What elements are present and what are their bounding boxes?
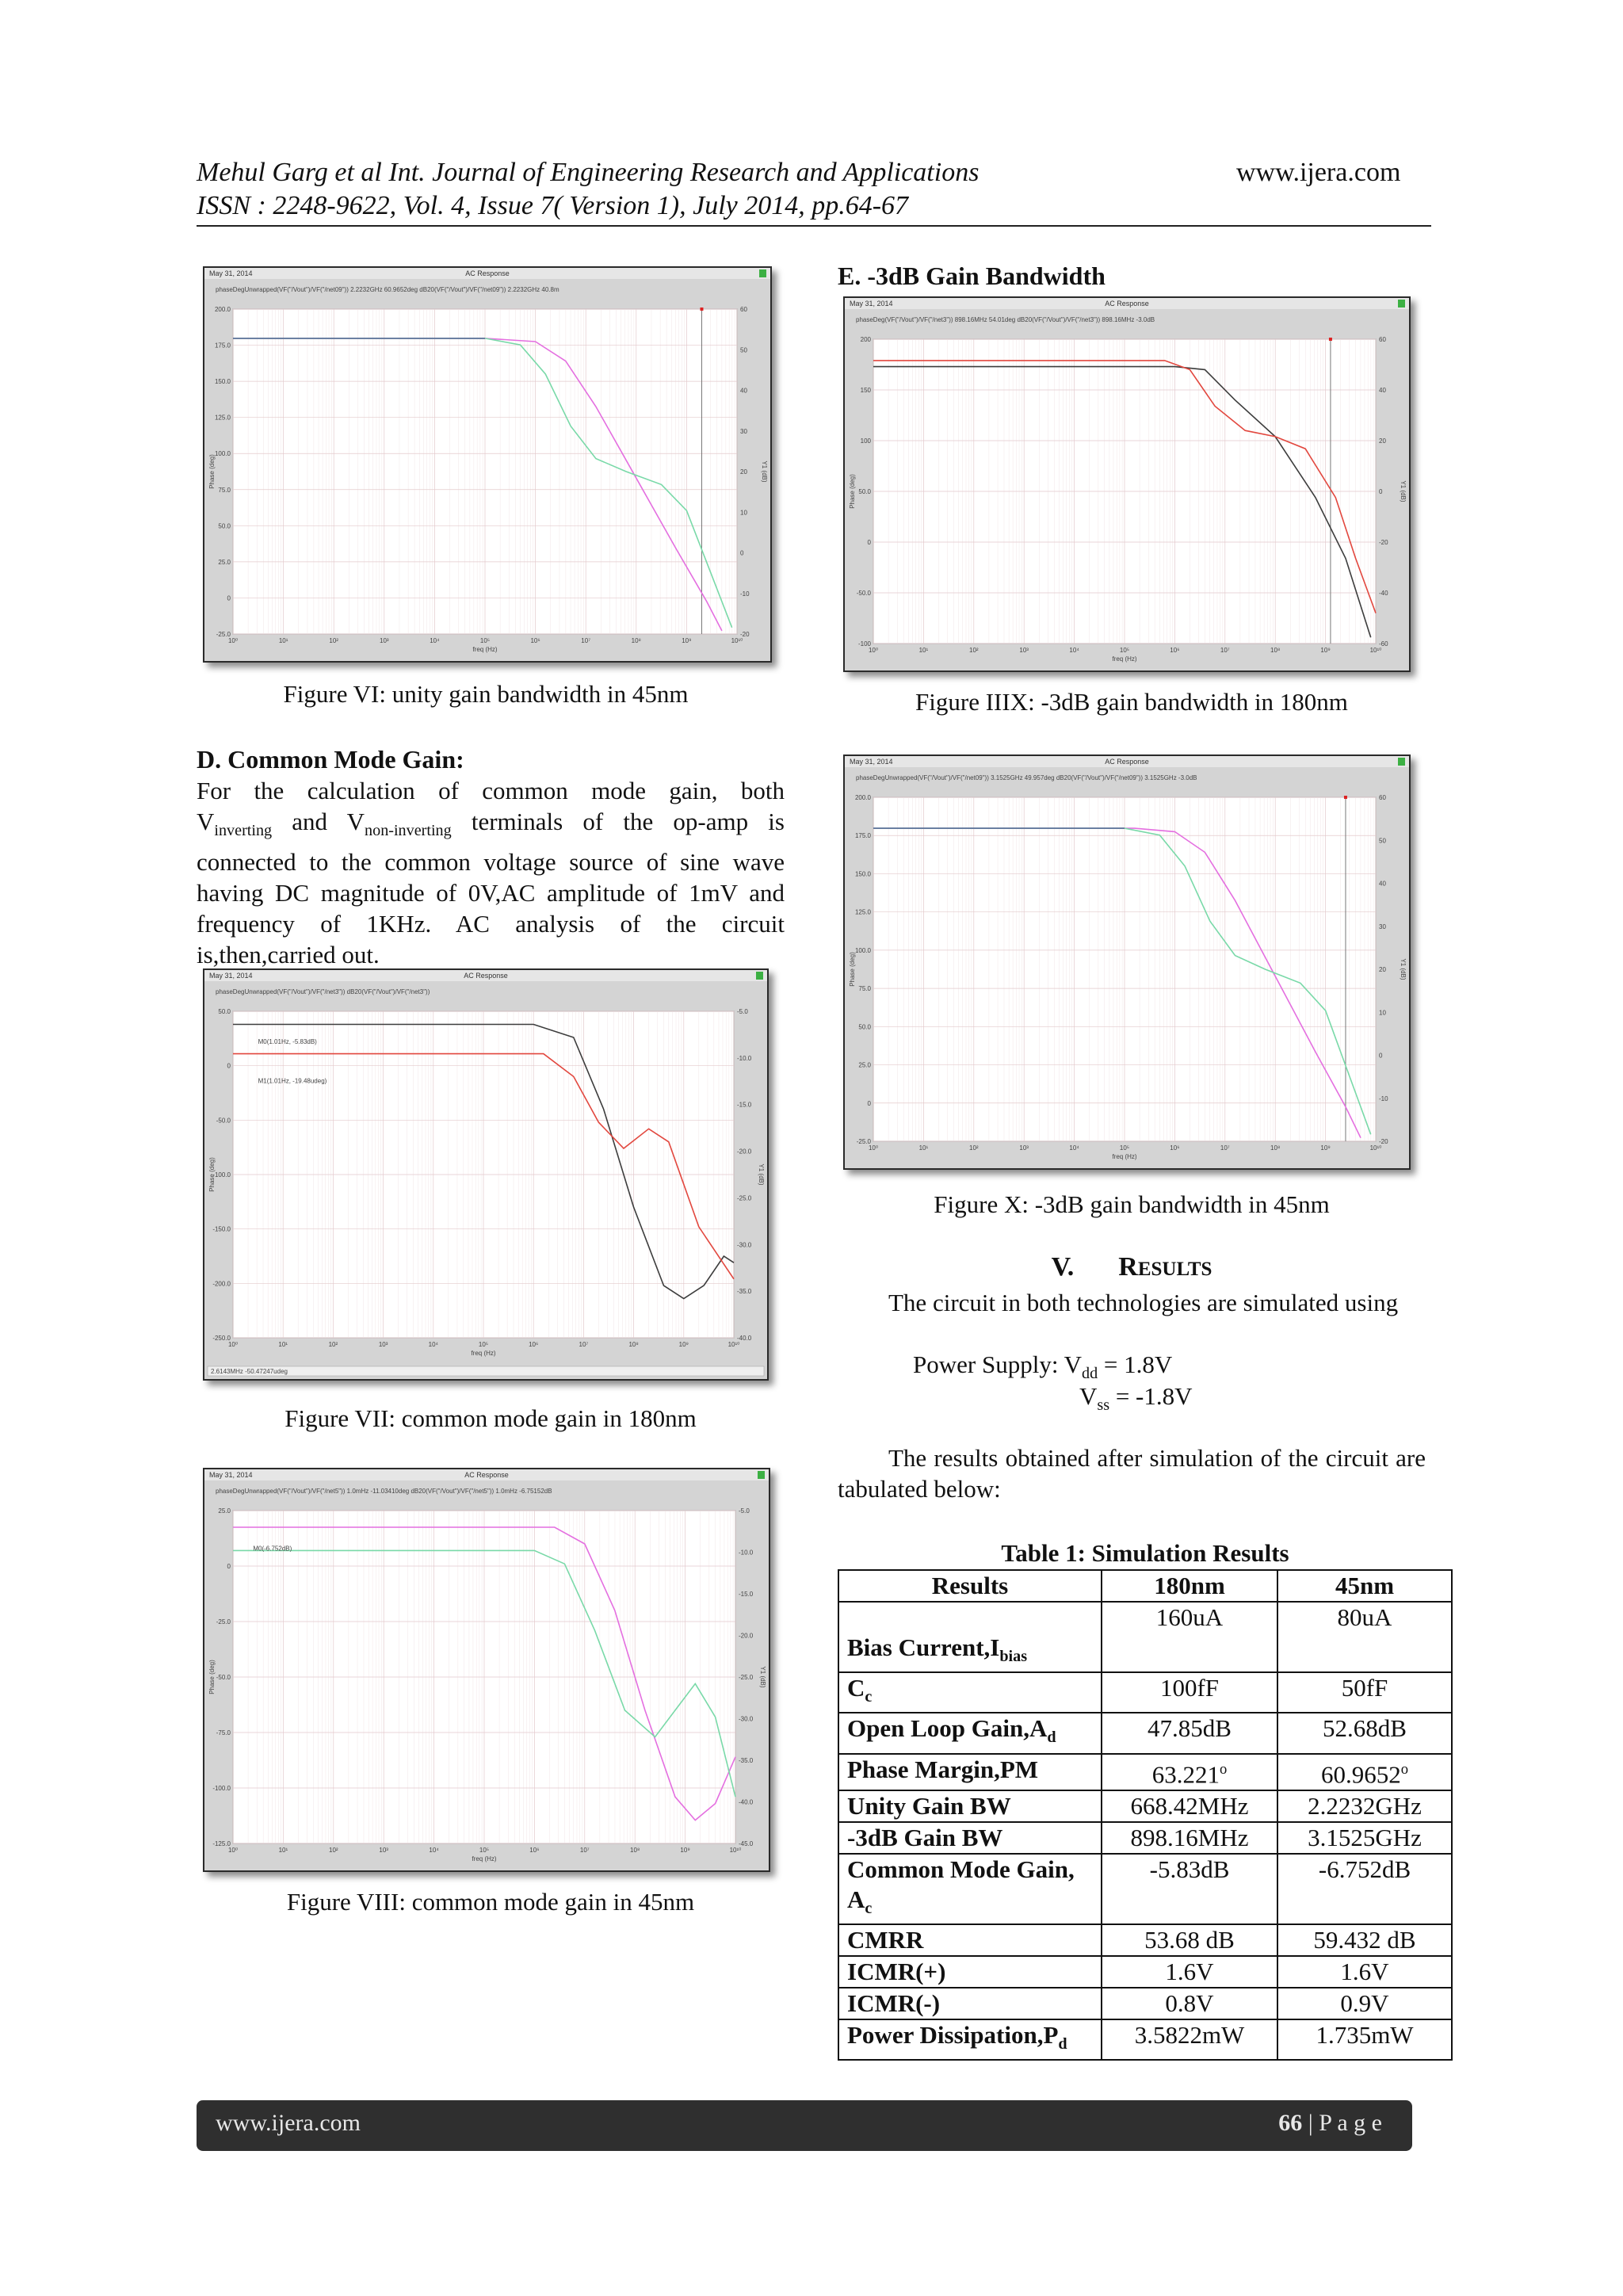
x-tick-label: 10⁴ [430, 637, 440, 644]
value-180nm: 0.8V [1102, 1988, 1277, 2019]
section-v-p1: The circuit in both technologies are simulated using [888, 1289, 1399, 1316]
value-180nm: -5.83dB [1102, 1854, 1277, 1924]
journal-title: Mehul Garg et al Int. Journal of Engineering Research and Applications [197, 158, 980, 187]
figure-6-caption: Figure VI: unity gain bandwidth in 45nm [283, 680, 689, 708]
y-tick-label-right: -20 [740, 631, 750, 638]
power-supply-vdd: Power Supply: $V_{dd} = 1.8V$ [913, 1350, 1173, 1383]
y-tick-label-right: 0 [1379, 488, 1383, 495]
marker-handle [700, 308, 703, 311]
y-tick-label-right: -15.0 [737, 1101, 752, 1109]
y-axis-label-right: Y1 (dB) [761, 460, 768, 483]
y-axis-label-left: Phase (deg) [208, 1157, 216, 1192]
figure-7-caption: Figure VII: common mode gain in 180nm [285, 1404, 697, 1432]
value-45nm: 1.6V [1277, 1956, 1452, 1988]
y-tick-label-left: 150.0 [854, 870, 871, 878]
y-tick-label-left: -100 [857, 640, 871, 648]
x-tick-label: 10³ [379, 1847, 388, 1854]
col-results: Results [838, 1570, 1102, 1602]
x-tick-label: 10² [329, 1847, 338, 1854]
y-tick-label-right: -30.0 [739, 1715, 754, 1723]
col-180nm: 180nm [1102, 1570, 1277, 1602]
y-tick-label-left: 200 [860, 336, 871, 343]
value-180nm: 160uA [1102, 1602, 1277, 1672]
value-45nm: 2.2232GHz [1277, 1790, 1452, 1822]
row-label: Unity Gain BW [838, 1790, 1102, 1822]
marker-label: M0(-6.752dB) [253, 1545, 292, 1553]
y-tick-label-left: -50.0 [216, 1674, 231, 1681]
y-tick-label-right: 40 [740, 387, 747, 395]
plot-date: May 31, 2014 [850, 758, 893, 766]
section-d-line1: For the calculation of common mode gain, both [197, 777, 785, 804]
value-180nm: 63.221$^o$ [1102, 1754, 1277, 1790]
x-tick-label: 10¹ [278, 1847, 288, 1854]
y-tick-label-right: -25.0 [739, 1674, 754, 1681]
y-tick-label-right: -40.0 [739, 1798, 754, 1806]
plot-legend: phaseDeg(VF("/Vout")/VF("/net3")) 898.16MHz 54.01deg dB20(VF("/Vout")/VF("/net3")) 898.16MHz -3.0dB [856, 316, 1155, 323]
y-tick-label-left: -200.0 [212, 1280, 231, 1288]
x-axis-label: freq (Hz) [472, 646, 498, 653]
figure-9-caption: Figure IIIX: -3dB gain bandwidth in 180nm [915, 688, 1348, 716]
y-tick-label-right: 20 [1379, 437, 1386, 445]
y-tick-label-left: 25.0 [218, 558, 231, 566]
y-tick-label-left: 175.0 [854, 832, 871, 840]
y-tick-label-left: 100 [860, 437, 871, 445]
x-tick-label: 10¹⁰ [1369, 1144, 1382, 1152]
table-row [838, 2019, 1452, 2060]
y-tick-label-right: -35.0 [739, 1757, 754, 1764]
y-tick-label-left: -50.0 [216, 1117, 231, 1125]
value-45nm: 59.432 dB [1277, 1924, 1452, 1956]
y-tick-label-left: 150.0 [214, 378, 231, 386]
y-tick-label-right: -10.0 [739, 1549, 754, 1557]
figure-8-caption: Figure VIII: common mode gain in 45nm [286, 1888, 695, 1916]
y-tick-label-right: 60 [740, 306, 747, 313]
x-tick-label: 10⁰ [227, 637, 239, 644]
y-tick-label-right: -25.0 [737, 1194, 752, 1202]
x-tick-label: 10⁶ [1170, 647, 1180, 654]
figure-10-caption: Figure X: -3dB gain bandwidth in 45nm [934, 1190, 1330, 1218]
x-tick-label: 10² [969, 647, 979, 654]
x-tick-label: 10¹⁰ [1369, 647, 1382, 654]
y-tick-label-right: 20 [740, 468, 747, 476]
y-tick-label-left: 0 [227, 1563, 231, 1570]
section-v-p2: The results obtained after simulation of the circuit are tabulated below: [838, 1444, 1426, 1503]
power-supply-vss: $V_{ss} = -1.8V$ [1079, 1382, 1193, 1415]
plot-date: May 31, 2014 [209, 972, 253, 980]
table-row [838, 1854, 1452, 1924]
x-tick-label: 10⁴ [429, 1847, 439, 1854]
x-axis-label: freq (Hz) [1112, 1153, 1137, 1160]
x-tick-label: 10⁶ [529, 1341, 539, 1348]
y-tick-label-right: 50 [1379, 837, 1386, 845]
x-axis-label: freq (Hz) [472, 1855, 497, 1862]
table-caption: Table 1: Simulation Results [1001, 1539, 1289, 1567]
value-45nm: 1.735mW [1277, 2019, 1452, 2060]
x-tick-label: 10⁵ [478, 1341, 489, 1348]
plot-title: AC Response [1105, 758, 1149, 766]
x-tick-label: 10² [969, 1144, 979, 1152]
y-tick-label-right: 10 [1379, 1009, 1386, 1017]
row-label: Open Loop $Gain,A_d$ [838, 1713, 1102, 1753]
row-label: CMRR [838, 1924, 1102, 1956]
value-45nm: 60.9652$^o$ [1277, 1754, 1452, 1790]
y-tick-label-left: -250.0 [212, 1335, 231, 1342]
x-tick-label: 10² [329, 637, 338, 644]
table-row [838, 1822, 1452, 1854]
value-180nm: 47.85dB [1102, 1713, 1277, 1753]
y-tick-label-right: -35.0 [737, 1288, 752, 1296]
header-rule [197, 225, 1431, 227]
status-bar [208, 1366, 764, 1376]
section-d-body [197, 775, 785, 970]
value-45nm: 50fF [1277, 1672, 1452, 1713]
y-tick-label-left: 25.0 [218, 1507, 231, 1515]
row-label: -3dB Gain BW [838, 1822, 1102, 1854]
y-tick-label-left: 150 [860, 387, 871, 394]
x-tick-label: 10¹ [918, 1144, 929, 1152]
x-tick-label: 10¹ [918, 647, 929, 654]
y-axis-label-left: Phase (deg) [208, 454, 216, 489]
plot-date: May 31, 2014 [850, 300, 893, 308]
y-tick-label-left: -100.0 [212, 1171, 231, 1179]
value-180nm: 100fF [1102, 1672, 1277, 1713]
status-text: 2.6143MHz -50.47247udeg [211, 1368, 288, 1375]
figure-6-svg [204, 268, 770, 661]
footer-bar [197, 2100, 1412, 2151]
x-tick-label: 10⁶ [1170, 1144, 1180, 1152]
row-label: ICMR(-) [838, 1988, 1102, 2019]
x-tick-label: 10⁸ [1270, 647, 1281, 654]
x-tick-label: 10⁵ [1119, 647, 1130, 654]
marker-handle [1329, 338, 1332, 341]
x-tick-label: 10⁸ [631, 637, 641, 644]
y-tick-label-right: -20.0 [739, 1632, 754, 1640]
y-tick-label-right: 40 [1379, 387, 1386, 394]
plot-status-light [1398, 300, 1405, 308]
section-v-title: V. RESULTS [1051, 1252, 1212, 1282]
y-tick-label-left: 0 [227, 594, 231, 602]
y-tick-label-right: 40 [1379, 880, 1386, 888]
y-tick-label-left: -25.0 [216, 1618, 231, 1626]
y-tick-label-left: -150.0 [212, 1225, 231, 1233]
section-d-title: D. Common Mode Gain: [197, 745, 464, 774]
y-axis-label-left: Phase (deg) [849, 952, 856, 987]
y-axis-label-left: Phase (deg) [208, 1660, 216, 1694]
table-row [838, 1672, 1452, 1713]
y-tick-label-left: 125.0 [854, 908, 871, 916]
table-row [838, 1754, 1452, 1790]
x-axis-label: freq (Hz) [1112, 655, 1137, 663]
figure-9-svg [845, 298, 1409, 670]
footer-website: www.ijera.com [216, 2110, 361, 2136]
x-tick-label: 10⁸ [1270, 1144, 1281, 1152]
marker-label: M0(1.01Hz, -5.83dB) [258, 1038, 317, 1046]
y-axis-label-right: Y1 (dB) [1400, 480, 1407, 502]
x-tick-label: 10⁵ [479, 637, 491, 644]
x-tick-label: 10⁹ [682, 637, 692, 644]
marker-handle [1344, 796, 1347, 799]
plot-title: AC Response [1105, 300, 1149, 308]
y-tick-label-right: 60 [1379, 336, 1386, 343]
y-tick-label-left: 0 [227, 1062, 231, 1070]
x-tick-label: 10⁰ [868, 1144, 879, 1152]
value-180nm: 668.42MHz [1102, 1790, 1277, 1822]
value-180nm: 1.6V [1102, 1956, 1277, 1988]
y-tick-label-left: 75.0 [858, 985, 871, 993]
y-tick-label-right: -10.0 [737, 1054, 752, 1062]
y-tick-label-right: 0 [740, 549, 744, 557]
x-tick-label: 10⁷ [1220, 647, 1230, 654]
plot-title: AC Response [465, 269, 510, 277]
x-tick-label: 10⁰ [868, 647, 879, 654]
y-tick-label-right: 0 [1379, 1052, 1383, 1060]
y-tick-label-left: 50.0 [218, 522, 231, 530]
x-tick-label: 10⁰ [227, 1847, 239, 1854]
y-tick-label-right: 60 [1379, 794, 1386, 801]
y-axis-label-right: Y1 (dB) [1400, 958, 1407, 980]
y-tick-label-right: -30.0 [737, 1241, 752, 1249]
plot-date: May 31, 2014 [209, 1471, 253, 1479]
table-row [838, 1988, 1452, 2019]
y-tick-label-left: 100.0 [214, 450, 231, 458]
x-tick-label: 10⁴ [428, 1341, 438, 1348]
value-45nm: 0.9V [1277, 1988, 1452, 2019]
x-tick-label: 10³ [1019, 647, 1029, 654]
row-label: Common Mode Gain, $A_c$ [838, 1854, 1102, 1924]
x-tick-label: 10⁹ [1320, 647, 1331, 654]
section-d-line2: $V_{inverting}$ and $V_{non-inverting}$ terminals of the op-amp is [197, 808, 785, 840]
plot-legend: phaseDegUnwrapped(VF("/Vout")/VF("/net09")) 3.1525GHz 49.957deg dB20(VF("/Vout")/VF("/net09")) 3.1525GHz -3.0dB [856, 774, 1197, 781]
y-tick-label-right: -40.0 [737, 1335, 752, 1342]
x-tick-label: 10¹⁰ [727, 1341, 740, 1348]
section-e-title: E. -3dB Gain Bandwidth [838, 262, 1106, 290]
results-table [838, 1569, 1453, 2061]
y-tick-label-right: -15.0 [739, 1591, 754, 1598]
plot-status-light [758, 1471, 765, 1479]
figure-9-plot [843, 296, 1411, 672]
y-tick-label-left: 25.0 [858, 1061, 871, 1069]
table-row [838, 1790, 1452, 1822]
row-label: $C_c$ [838, 1672, 1102, 1713]
page-number: 66 | P a g e [1278, 2110, 1382, 2136]
col-45nm: 45nm [1277, 1570, 1452, 1602]
y-axis-label-left: Phase (deg) [849, 474, 856, 509]
header-website: www.ijera.com [1236, 158, 1401, 187]
issn-line: ISSN : 2248-9622, Vol. 4, Issue 7( Version 1), July 2014, pp.64-67 [197, 191, 909, 220]
y-tick-label-right: -20.0 [737, 1148, 752, 1156]
x-tick-label: 10³ [1019, 1144, 1029, 1152]
y-axis-label-right: Y1 (dB) [758, 1163, 765, 1186]
plot-legend: phaseDegUnwrapped(VF("/Vout")/VF("/net3")) dB20(VF("/Vout")/VF("/net3")) [216, 988, 430, 995]
value-45nm: -6.752dB [1277, 1854, 1452, 1924]
table-row [838, 1924, 1452, 1956]
value-180nm: 53.68 dB [1102, 1924, 1277, 1956]
plot-title: AC Response [464, 1471, 509, 1479]
x-tick-label: 10⁴ [1069, 647, 1079, 654]
figure-7-plot [203, 968, 769, 1381]
y-tick-label-right: -10 [740, 590, 750, 598]
table-row [838, 1956, 1452, 1988]
y-tick-label-left: 100.0 [854, 946, 871, 954]
y-tick-label-left: -125.0 [212, 1840, 231, 1847]
value-45nm: 52.68dB [1277, 1713, 1452, 1753]
x-tick-label: 10⁶ [529, 1847, 540, 1854]
x-tick-label: 10⁷ [579, 1847, 590, 1854]
plot-legend: phaseDegUnwrapped(VF("/Vout")/VF("/net5")) 1.0mHz -11.03410deg dB20(VF("/Vout")/VF("/net5")) 1.0mHz -6.75152dB [216, 1488, 552, 1495]
marker-label: M1(1.01Hz, -19.48udeg) [258, 1077, 327, 1085]
x-tick-label: 10⁸ [630, 1847, 640, 1854]
y-tick-label-right: -45.0 [739, 1840, 754, 1847]
y-tick-label-left: 50.0 [218, 1008, 231, 1015]
y-tick-label-left: -25.0 [856, 1138, 871, 1145]
y-tick-label-left: 0 [867, 1099, 871, 1107]
value-45nm: 80uA [1277, 1602, 1452, 1672]
y-tick-label-right: 50 [740, 346, 747, 354]
row-label: Power $Dissipation,P_d$ [838, 2019, 1102, 2060]
x-tick-label: 10⁷ [579, 1341, 589, 1348]
y-tick-label-right: 10 [740, 509, 747, 517]
x-tick-label: 10⁹ [678, 1341, 689, 1348]
x-axis-label: freq (Hz) [471, 1350, 496, 1357]
y-tick-label-right: -20 [1379, 1138, 1388, 1145]
row-label: ICMR(+) [838, 1956, 1102, 1988]
figure-10-svg [845, 756, 1409, 1168]
x-tick-label: 10⁷ [1220, 1144, 1230, 1152]
section-d-para: connected to the common voltage source of sine wave having DC magnitude of 0V,AC amplitude of 1mV and frequency of 1KHz. AC analysis of the circuit is,then,carried out. [197, 848, 785, 969]
row-label: Phase Margin,PM [838, 1754, 1102, 1790]
x-tick-label: 10⁶ [530, 637, 540, 644]
y-tick-label-left: 0 [867, 539, 871, 546]
x-tick-label: 10⁵ [479, 1847, 490, 1854]
y-tick-label-left: 125.0 [214, 414, 231, 422]
x-tick-label: 10⁷ [581, 637, 591, 644]
y-tick-label-left: 50.0 [858, 488, 871, 495]
plot-legend: phaseDegUnwrapped(VF("/Vout")/VF("/net09")) 2.2232GHz 60.9652deg dB20(VF("/Vout")/VF("/net09")) 2.2232GHz 40.8m [216, 286, 559, 293]
table-row [838, 1713, 1452, 1753]
y-tick-label-left: -75.0 [216, 1729, 231, 1736]
y-tick-label-left: -25.0 [216, 631, 231, 638]
x-tick-label: 10¹⁰ [731, 637, 743, 644]
table-header-row [838, 1570, 1452, 1602]
plot-title: AC Response [464, 972, 508, 980]
y-tick-label-left: 175.0 [214, 342, 231, 350]
row-label: Bias $Current,I_{bias}$ [838, 1602, 1102, 1672]
x-tick-label: 10¹⁰ [729, 1847, 742, 1854]
y-tick-label-left: -50.0 [856, 590, 871, 597]
x-tick-label: 10⁸ [628, 1341, 639, 1348]
y-tick-label-right: -40 [1379, 590, 1388, 597]
figure-10-plot [843, 755, 1411, 1170]
x-tick-label: 10¹ [278, 1341, 288, 1348]
plot-status-light [1398, 758, 1405, 766]
x-tick-label: 10⁴ [1069, 1144, 1079, 1152]
plot-date: May 31, 2014 [209, 269, 253, 277]
x-tick-label: 10¹ [278, 637, 288, 644]
x-tick-label: 10⁹ [680, 1847, 690, 1854]
x-tick-label: 10² [328, 1341, 338, 1348]
figure-6-plot [203, 266, 772, 663]
y-tick-label-right: -5.0 [737, 1008, 748, 1015]
y-tick-label-left: 75.0 [218, 486, 231, 494]
y-axis-label-right: Y1 (dB) [759, 1666, 766, 1688]
figure-7-svg [204, 970, 767, 1379]
value-180nm: 3.5822mW [1102, 2019, 1277, 2060]
y-tick-label-left: 200.0 [854, 794, 871, 801]
y-tick-label-right: -60 [1379, 640, 1388, 648]
y-tick-label-right: -20 [1379, 539, 1388, 546]
y-tick-label-right: 30 [1379, 923, 1386, 930]
x-tick-label: 10⁵ [1119, 1144, 1130, 1152]
y-tick-label-right: -10 [1379, 1095, 1388, 1102]
y-tick-label-right: -5.0 [739, 1507, 750, 1515]
y-tick-label-right: 30 [740, 427, 747, 435]
y-tick-label-left: 50.0 [858, 1023, 871, 1031]
x-tick-label: 10⁹ [1320, 1144, 1331, 1152]
figure-8-svg [204, 1469, 769, 1870]
table-row [838, 1602, 1452, 1672]
plot-status-light [759, 269, 766, 277]
figure-8-plot [203, 1468, 770, 1872]
y-tick-label-right: 20 [1379, 966, 1386, 973]
value-180nm: 898.16MHz [1102, 1822, 1277, 1854]
y-tick-label-left: -100.0 [212, 1785, 231, 1792]
x-tick-label: 10³ [380, 637, 389, 644]
x-tick-label: 10³ [378, 1341, 388, 1348]
y-tick-label-left: 200.0 [214, 306, 231, 313]
x-tick-label: 10⁰ [227, 1341, 239, 1348]
plot-status-light [756, 972, 763, 980]
value-45nm: 3.1525GHz [1277, 1822, 1452, 1854]
